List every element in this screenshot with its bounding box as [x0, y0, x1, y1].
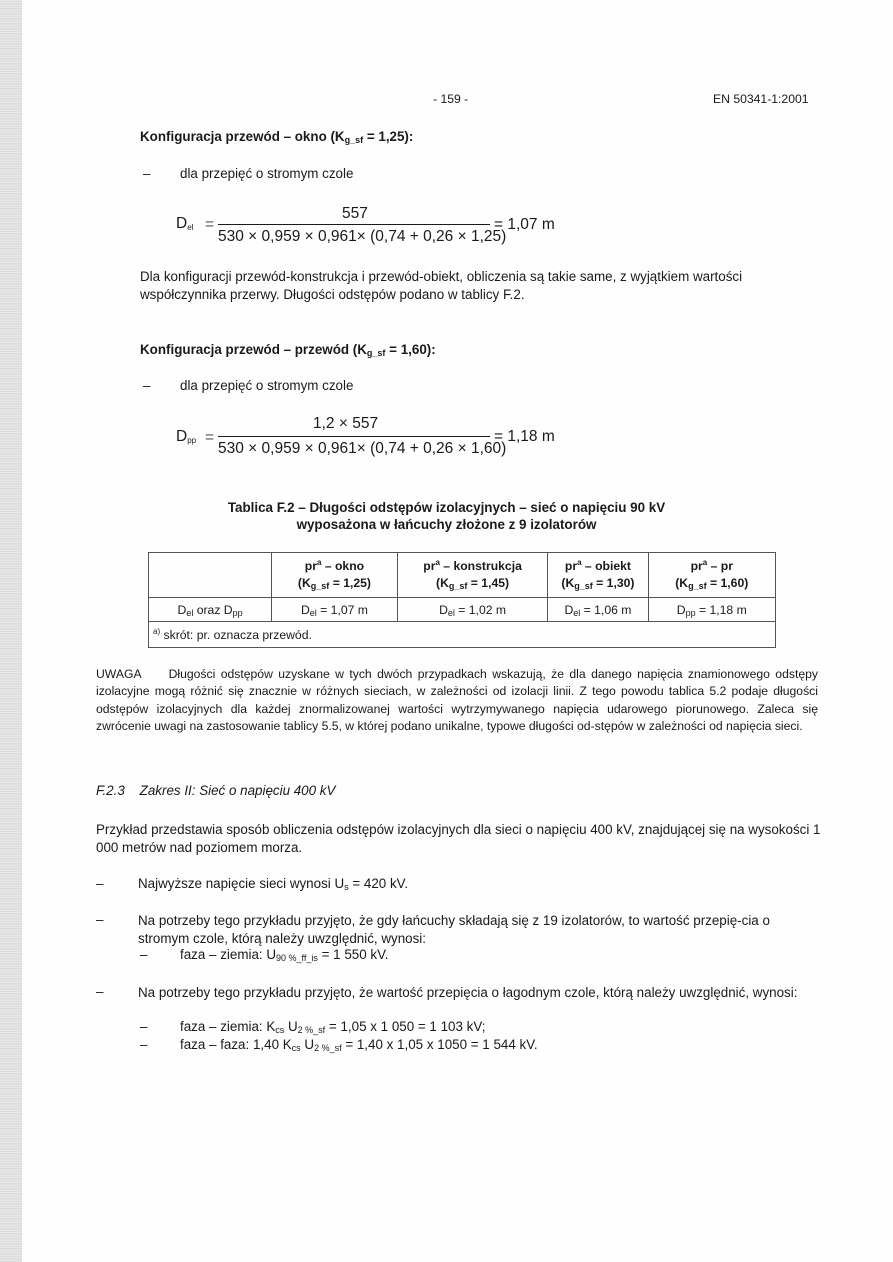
table-f2-header-row [149, 553, 776, 598]
formula1-result: = 1,07 m [494, 216, 555, 233]
table-f2-head-col3: $pr^a$ – obiekt $(K_{g\_sf} = 1,30)$ [548, 553, 648, 598]
table-f2 [148, 552, 776, 648]
standard-id: EN 50341-1:2001 [713, 92, 809, 106]
table-f2-head-col1: $pr^a$ – okno $(K_{g\_sf} = 1,25)$ [272, 553, 398, 598]
table-f2-value-col2: $D_{el} = 1,02$ m [397, 598, 548, 622]
item2-text: Na potrzeby tego przykładu przyjęto, że gdy łańcuchy składają się z 19 izolatorów, to wartość przepię-cia o stromym czole, którą należy uwzględnić, wynosi: [138, 913, 770, 946]
item1-dash: – [96, 876, 104, 891]
table-f2-head-col4: $pr^a$ – pr $(K_{g\_sf} = 1,60)$ [648, 553, 775, 598]
item3-text: Na potrzeby tego przykładu przyjęto, że wartość przepięcia o łagodnym czole, którą należy uwzględnić, wynosi: [138, 985, 798, 1000]
section1-note: Dla konfiguracji przewód-konstrukcja i przewód-obiekt, obliczenia są takie same, z wyjątkiem wartości współczynnika przerwy. Długości odstępów podano w tablicy F.2. [140, 269, 743, 302]
formula2-equals: = [205, 429, 215, 446]
table-f2-corner-cell [149, 553, 272, 598]
formula1-denominator: 530 × 0,959 × 0,961× (0,74 + 0,26 × 1,25) [218, 228, 507, 245]
uwaga-label: UWAGA [96, 667, 142, 681]
item3-sub1-dash: – [140, 1019, 148, 1034]
section1-heading: Konfiguracja przewód – okno $(K_{g\_sf} = 1,25)$: [140, 129, 414, 145]
section1-bullet-text: dla przepięć o stromym czole [180, 166, 354, 181]
uwaga-note [96, 666, 818, 735]
table-f2-caption-line2: wyposażona w łańcuchy złożone z 9 izolatorów [296, 517, 597, 532]
table-f2-head-col2: $pr^a$ – konstrukcja $(K_{g\_sf} = 1,45)$ [397, 553, 548, 598]
item3-sub2-text: faza – faza: 1,40 $K_{cs}$ $U_{2 \%\_sf} = 1,40$ x 1,05 x 1050 = 1 544 kV. [180, 1037, 538, 1053]
uwaga-text: Długości odstępów uzyskane w tych dwóch przypadkach wskazują, że dla danego napięcia znamionowego odstępy izolacyjne mogą różnić się znacznie w różnych sieciach, w zależności od izolacji linii. Z tego powodu tablica 5.2 podaje długości odstępów izolacyjnych dla każdej znormalizowanej wartości wytrzymywanego napięcia udarowego piorunowego. Zaleca się zwrócenie uwagi na zastosowanie tablicy 5.5, w której podano unikalne, typowe długości od-stępów w zależności od napięcia sieci. [96, 667, 818, 733]
section2-bullet-dash: – [143, 378, 151, 393]
formula1-numerator: 557 [342, 205, 368, 222]
item2-dash: – [96, 912, 104, 927]
table-f2-footnote: $^{a)}$ skrót: pr. oznacza przewód. [149, 622, 776, 648]
item3-sub1-text: faza – ziemia: $K_{cs}$ $U_{2 \%\_sf} = 1,05$ x 1 050 = 1 103 kV; [180, 1019, 486, 1035]
table-f2-value-col1: $D_{el} = 1,07$ m [272, 598, 398, 622]
page-number: - 159 - [433, 92, 469, 106]
table-f2-footnote-row [149, 622, 776, 648]
item3-dash: – [96, 984, 104, 999]
formula1-lhs: $D_{el}$ [176, 215, 194, 232]
formula2-denominator: 530 × 0,959 × 0,961× (0,74 + 0,26 × 1,60) [218, 440, 507, 457]
table-f2-value-col3: $D_{el} = 1,06$ m [548, 598, 648, 622]
table-f2-value-row [149, 598, 776, 622]
table-f2-value-col4: $D_{pp} = 1,18$ m [648, 598, 775, 622]
formula2-fraction-bar [218, 436, 490, 437]
formula1-fraction-bar [218, 224, 490, 225]
table-f2-caption-line1: Tablica F.2 – Długości odstępów izolacyjnych – sieć o napięciu 90 kV [227, 500, 666, 515]
formula2-lhs: $D_{pp}$ [176, 428, 197, 445]
section-f23-intro: Przykład przedstawia sposób obliczenia odstępów izolacyjnych dla sieci o napięciu 400 kV, znajdującej się na wysokości 1 000 metrów nad poziomem morza. [96, 822, 821, 855]
section-f23-heading: F.2.3 Zakres II: Sieć o napięciu 400 kV [96, 783, 336, 798]
formula2-result: = 1,18 m [494, 428, 555, 445]
formula1-equals: = [205, 216, 215, 233]
formula2-numerator: 1,2 × 557 [313, 415, 379, 432]
item2-sub-dash: – [140, 947, 148, 962]
table-f2-row-label: $D_{el}$ oraz $D_{pp}$ [149, 598, 272, 622]
item1-text: Najwyższe napięcie sieci wynosi $U_s = 420$ kV. [138, 876, 409, 892]
section2-heading: Konfiguracja przewód – przewód $(K_{g\_sf} = 1,60)$: [140, 342, 436, 358]
scan-edge [0, 0, 22, 1262]
item2-sub-text: faza – ziemia: $U_{90 \%\_ff\_is} = 1$ 550 kV. [180, 947, 389, 963]
section1-bullet-dash: – [143, 166, 151, 181]
section2-bullet-text: dla przepięć o stromym czole [180, 378, 354, 393]
item3-sub2-dash: – [140, 1037, 148, 1052]
